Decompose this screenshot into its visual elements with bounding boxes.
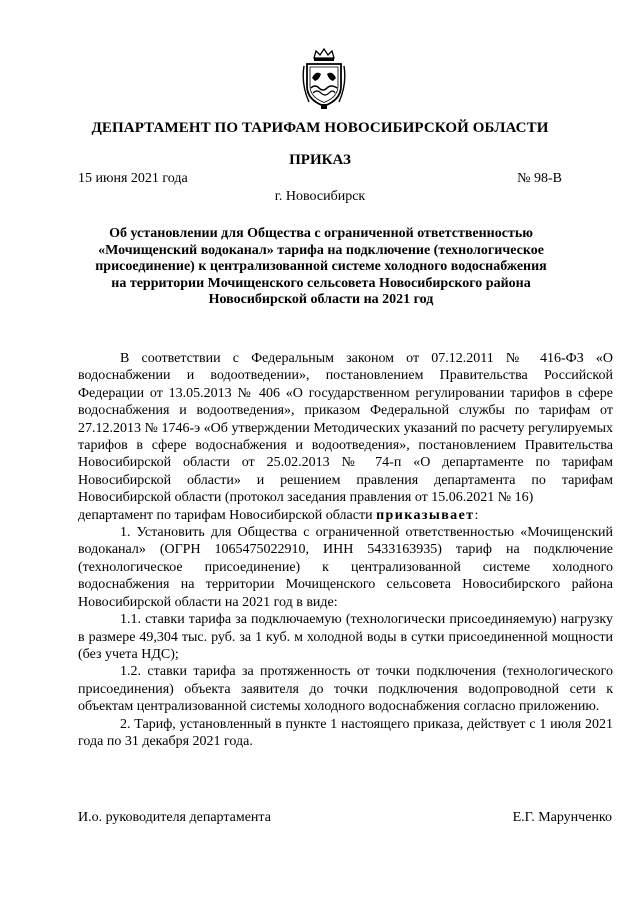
order-city: г. Новосибирск (274, 189, 366, 204)
coat-of-arms-icon (301, 48, 347, 110)
orders-colon: : (474, 507, 479, 523)
order-date: 15 июня 2021 года (78, 171, 188, 186)
signatory-position: И.о. руководителя департамента (78, 810, 271, 825)
orders-word: приказывает (376, 507, 475, 523)
order-body (78, 350, 613, 750)
orders-lead: департамент по тарифам Новосибирской области (78, 507, 373, 523)
item-1-2: 1.2. ставки тарифа за протяженность от точки подключения (технологического присоединения) объекта заявителя до точки подключения водопроводной сети к объектам централизованной системы холодного водоснабжения согласно приложению. (78, 664, 613, 715)
order-number: № 98-В (517, 171, 562, 186)
item-2: 2. Тариф, установленный в пункте 1 настоящего приказа, действует с 1 июля 2021 года по 31 декабря 2021 года. (78, 716, 613, 749)
item-1: 1. Установить для Общества с ограниченной ответственностью «Мочищенский водоканал» (ОГРН 1065475022910, ИНН 5433163935) тариф на подключение (технологическое присоединение) к централизованной системе холодного водоснабжения на территории Мочищенского сельсовета Новосибирского района Новосибирской области на 2021 год в виде: (78, 525, 613, 610)
signatory-name: Е.Г. Марунченко (512, 810, 612, 825)
orders-line (78, 507, 613, 524)
item-1-1: 1.1. ставки тарифа за подключаемую (технологически присоединяемую) нагрузку в размере 49,304 тыс. руб. за 1 куб. м холодной воды в сутки присоединенной мощности (без учета НДС); (78, 612, 613, 662)
department-title: ДЕПАРТАМЕНТ ПО ТАРИФАМ НОВОСИБИРСКОЙ ОБЛАСТИ (91, 120, 549, 136)
order-subject: Об установлении для Общества с ограниченной ответственностью «Мочищенский водоканал» тарифа на подключение (технологическое присоединение) к централизованной системе холодного водоснабжения на территории Мочищенского сельсовета Новосибирского района Новосибирской области на 2021 год (95, 226, 547, 308)
preamble-paragraph: В соответствии с Федеральным законом от 07.12.2011 № 416-ФЗ «О водоснабжении и водоотведении», постановлением Правительства Российской Федерации от 13.05.2013 № 406 «О государственном регулировании тарифов в сфере водоснабжения и водоотведения», приказом Федеральной службы по тарифам от 27.12.2013 № 1746-э «Об утверждении Методических указаний по расчету регулируемых тарифов в сфере водоснабжения и водоотведения», постановлением Правительства Новосибирской области от 25.02.2013 № 74-п «О департаменте по тарифам Новосибирской области» и решением правления департамента по тарифам Новосибирской области (протокол заседания правления от 15.06.2021 № 16) (78, 351, 613, 506)
document-type: ПРИКАЗ (289, 152, 351, 168)
